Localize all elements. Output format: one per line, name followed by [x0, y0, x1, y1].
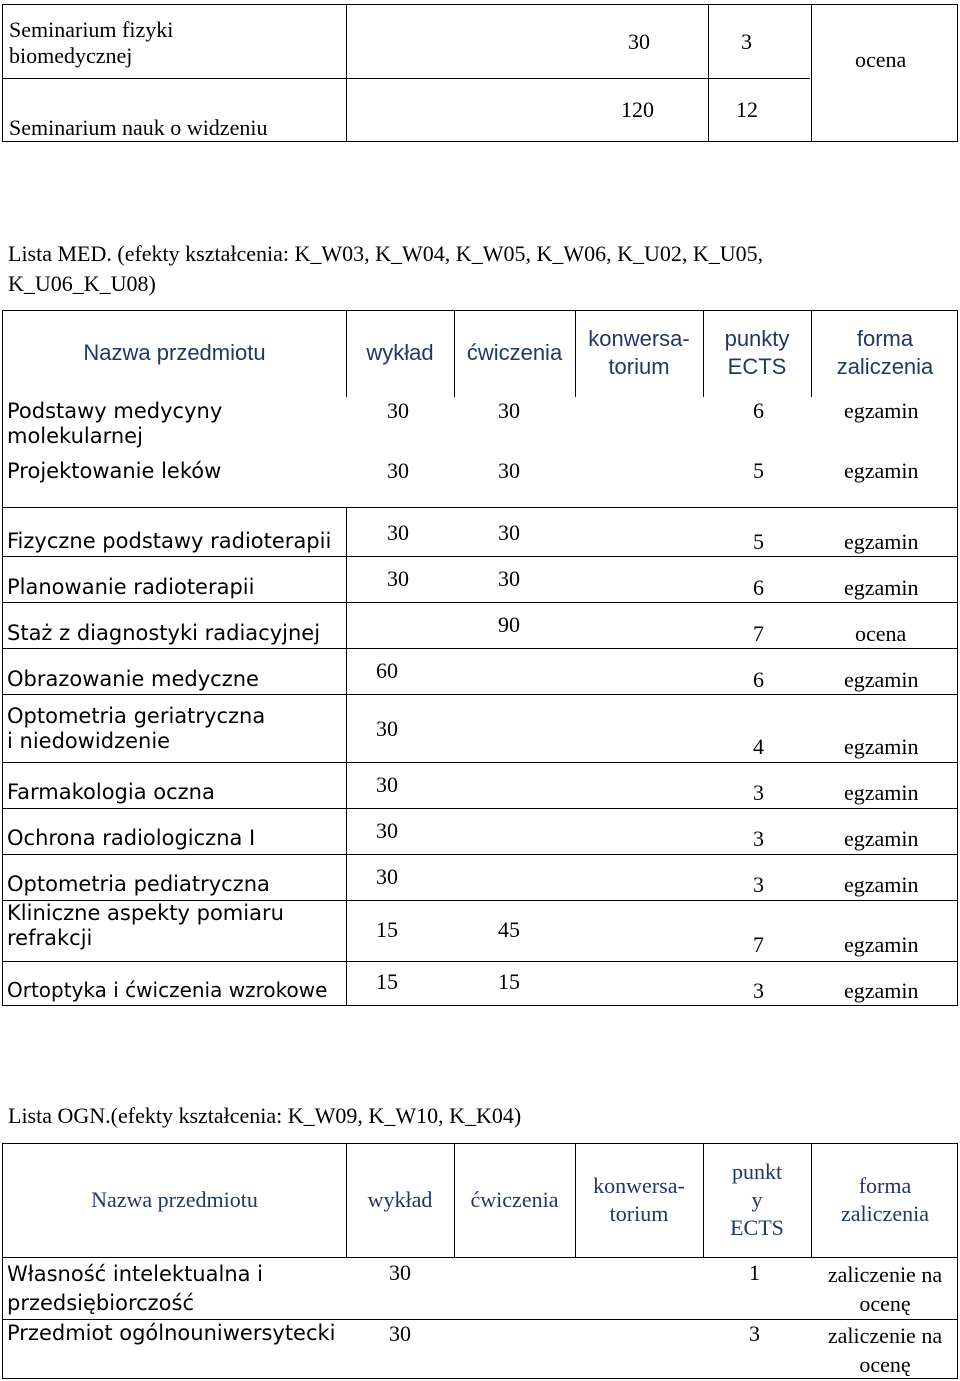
cell-lecture: 30: [389, 1260, 411, 1285]
cell-lecture: 30: [376, 772, 398, 797]
cell-ects: 5: [753, 529, 764, 554]
cell-form: zaliczenie na ocenę: [827, 1323, 943, 1377]
cell-lecture: 15: [376, 917, 398, 942]
cell-form: ocena: [855, 621, 907, 646]
table-row-name: Ochrona radiologiczna I: [7, 826, 256, 850]
ogn-heading: Lista OGN.(efekty kształcenia: K_W09, K_W10, K_K04): [8, 1103, 522, 1128]
table-row-name: Ortoptyka i ćwiczenia wzrokowe: [7, 978, 328, 1002]
header-form: forma zaliczenia: [836, 326, 934, 379]
top-table: [2, 4, 958, 142]
table-row-name: Seminarium fizyki biomedycznej: [9, 17, 174, 68]
cell-lecture: 30: [389, 1321, 411, 1346]
header-name: Nazwa przedmiotu: [83, 340, 266, 365]
table-row-name: Obrazowanie medyczne: [7, 667, 259, 691]
cell-lecture: 60: [376, 658, 398, 683]
cell-exercises: 15: [498, 969, 520, 994]
cell-ects: 5: [753, 458, 764, 483]
cell-form: egzamin: [844, 826, 919, 851]
cell-ects: 6: [753, 575, 764, 600]
header-exercises: ćwiczenia: [466, 340, 563, 365]
cell-exercises: 45: [498, 917, 520, 942]
table-cell-form: ocena: [855, 47, 907, 72]
cell-form: egzamin: [844, 780, 919, 805]
table-row-name: Kliniczne aspekty pomiaru refrakcji: [7, 901, 284, 950]
cell-lecture: 30: [387, 458, 409, 483]
med-heading: Lista MED. (efekty kształcenia: K_W03, K_W04, K_W05, K_W06, K_U02, K_U05,: [8, 241, 764, 266]
table-row-name: Farmakologia oczna: [7, 780, 215, 804]
table-row-name: Fizyczne podstawy radioterapii: [7, 529, 332, 553]
cell-form: egzamin: [844, 398, 919, 423]
cell-ects: 3: [753, 978, 764, 1003]
header-ects: punkty ECTS: [724, 326, 790, 379]
header-lecture: wykład: [366, 340, 434, 365]
med-heading-line2: K_U06_K_U08): [8, 271, 156, 296]
header-exercises: ćwiczenia: [470, 1187, 559, 1212]
header-lecture: wykład: [367, 1187, 433, 1212]
cell-ects: 3: [753, 826, 764, 851]
cell-exercises: 30: [498, 398, 520, 423]
cell-lecture: 30: [376, 818, 398, 843]
cell-form: egzamin: [844, 932, 919, 957]
cell-lecture: 30: [376, 864, 398, 889]
header-name: Nazwa przedmiotu: [91, 1187, 258, 1212]
cell-lecture: 15: [376, 969, 398, 994]
table-cell-value: 120: [621, 97, 654, 122]
table-row-name: Optometria pediatryczna: [7, 872, 270, 896]
table-row-name: Podstawy medycyny molekularnej: [7, 399, 223, 448]
cell-form: egzamin: [844, 872, 919, 897]
cell-lecture: 30: [387, 520, 409, 545]
cell-ects: 3: [753, 780, 764, 805]
cell-ects: 7: [753, 621, 764, 646]
table-cell-value: 12: [736, 97, 758, 122]
cell-lecture: 30: [387, 398, 409, 423]
table-row-name: Staż z diagnostyki radiacyjnej: [7, 621, 321, 645]
cell-ects: 4: [753, 734, 764, 759]
cell-lecture: 30: [387, 566, 409, 591]
cell-ects: 3: [749, 1321, 760, 1346]
table-cell-value: 3: [741, 29, 752, 54]
med-table: [2, 310, 958, 1006]
cell-form: egzamin: [844, 458, 919, 483]
table-row-name: Planowanie radioterapii: [7, 575, 255, 599]
cell-form: egzamin: [844, 667, 919, 692]
cell-exercises: 30: [498, 566, 520, 591]
table-row-name: Projektowanie leków: [7, 459, 222, 483]
cell-form: egzamin: [844, 978, 919, 1003]
cell-exercises: 90: [498, 612, 520, 637]
table-row-name: Przedmiot ogólnouniwersytecki: [7, 1321, 336, 1345]
table-row-name: Seminarium nauk o widzeniu: [9, 115, 268, 140]
header-conversatory: konwersa- torium: [593, 1173, 685, 1226]
header-form: forma zaliczenia: [841, 1173, 929, 1226]
table-row-name: Własność intelektualna i przedsiębiorczość: [7, 1262, 264, 1315]
cell-ects: 3: [753, 872, 764, 897]
cell-ects: 6: [753, 398, 764, 423]
cell-exercises: 30: [498, 458, 520, 483]
header-conversatory: konwersa- torium: [588, 326, 690, 379]
header-ects: punkt y ECTS: [730, 1159, 784, 1240]
table-cell-value: 30: [628, 29, 650, 54]
cell-ects: 7: [753, 932, 764, 957]
cell-form: egzamin: [844, 529, 919, 554]
cell-form: egzamin: [844, 575, 919, 600]
cell-lecture: 30: [376, 716, 398, 741]
ogn-table: [2, 1143, 958, 1379]
cell-ects: 6: [753, 667, 764, 692]
cell-form: egzamin: [844, 734, 919, 759]
cell-ects: 1: [749, 1260, 760, 1285]
cell-exercises: 30: [498, 520, 520, 545]
table-row-name: Optometria geriatryczna i niedowidzenie: [7, 704, 266, 753]
cell-form: zaliczenie na ocenę: [827, 1262, 943, 1316]
